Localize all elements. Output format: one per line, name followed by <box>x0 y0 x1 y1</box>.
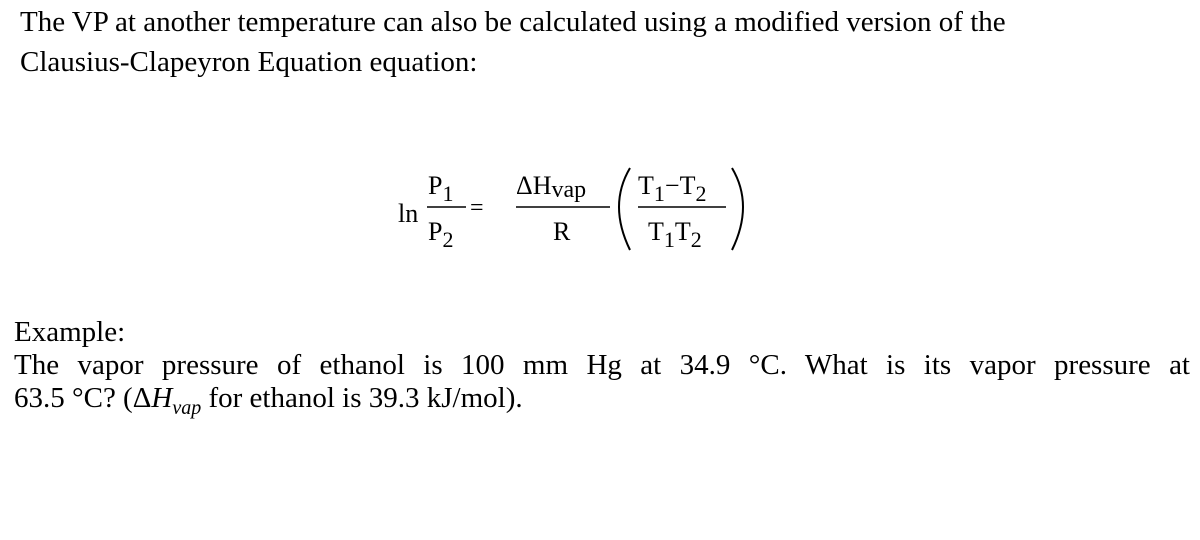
clausius-clapeyron-equation <box>398 160 758 260</box>
example-question-line-1: The vapor pressure of ethanol is 100 mm Hg at 34.9 °C. What is its vapor pressure at <box>14 349 1190 381</box>
equals-sign: = <box>470 195 484 221</box>
ln-symbol: ln <box>398 199 419 228</box>
intro-paragraph <box>20 2 1180 82</box>
left-parenthesis <box>619 168 630 250</box>
example-question-line-2: 63.5 °C? ($\Delta H_{vap}$ for ethanol is 39.3 kJ/mol). <box>14 382 523 419</box>
p2-symbol: $P_2$ <box>428 217 454 252</box>
delta-h-vap-symbol: ΔHvap <box>516 171 587 203</box>
gas-constant-symbol: R <box>553 217 571 246</box>
p1-symbol: $P_1$ <box>428 171 454 206</box>
intro-line-1: The VP at another temperature can also be calculated using a modified version of the <box>20 6 1006 38</box>
example-heading: Example: <box>14 316 126 348</box>
example-section <box>14 316 1190 425</box>
intro-line-2: Clausius-Clapeyron Equation equation: <box>20 46 478 78</box>
numerator-temperatures: $T_1-T_2$ <box>638 171 707 206</box>
right-parenthesis <box>732 168 743 250</box>
denominator-temperatures: $T_1T_2$ <box>648 217 702 252</box>
